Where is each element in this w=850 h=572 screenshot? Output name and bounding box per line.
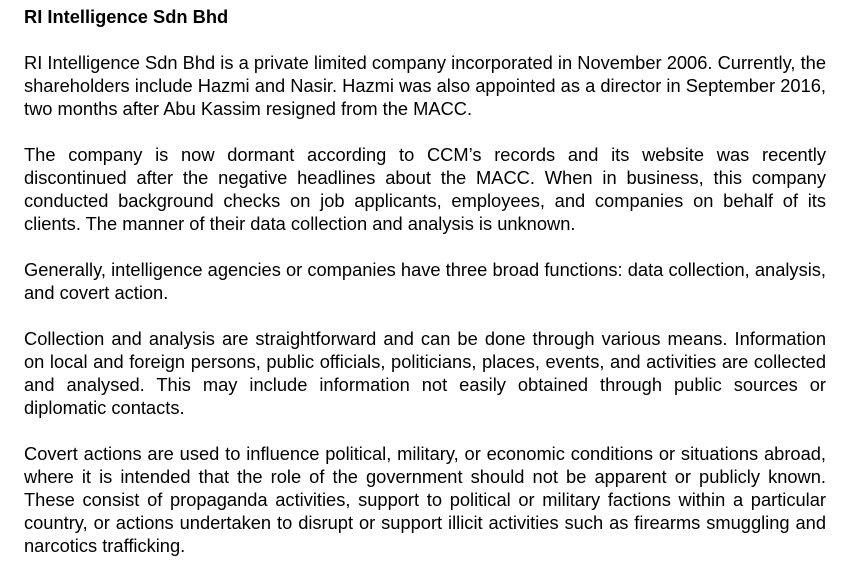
- paragraph-covert-actions: Covert actions are used to influence political, military, or economic conditions or situations abroad, where it is intended that the role of the government should not be apparent or publicly known. These consist of propaganda activities, support to political or military factions within a particular country, or actions undertaken to disrupt or support illicit activities such as firearms smuggling and narcotics trafficking.: [24, 443, 826, 556]
- paragraph-company-background: RI Intelligence Sdn Bhd is a private limited company incorporated in November 2006. Currently, the shareholders include Hazmi and Nasir. Hazmi was also appointed as a director in September 2016, two months after Abu Kassim resigned from the MACC.: [24, 52, 826, 119]
- paragraph-company-status: The company is now dormant according to CCM’s records and its website was recently discontinued after the negative headlines about the MACC. When in business, this company conducted background checks on job applicants, employees, and companies on behalf of its clients. The manner of their data collection and analysis is unknown.: [24, 144, 826, 234]
- document-body: [24, 5, 826, 557]
- paragraph-intelligence-functions: Generally, intelligence agencies or companies have three broad functions: data collection, analysis, and covert action.: [24, 259, 826, 303]
- paragraph-collection-analysis: Collection and analysis are straightforward and can be done through various means. Information on local and foreign persons, public officials, politicians, places, events, and activities are collected and analysed. This may include information not easily obtained through public sources or diplomatic contacts.: [24, 328, 826, 418]
- section-heading: RI Intelligence Sdn Bhd: [24, 6, 229, 27]
